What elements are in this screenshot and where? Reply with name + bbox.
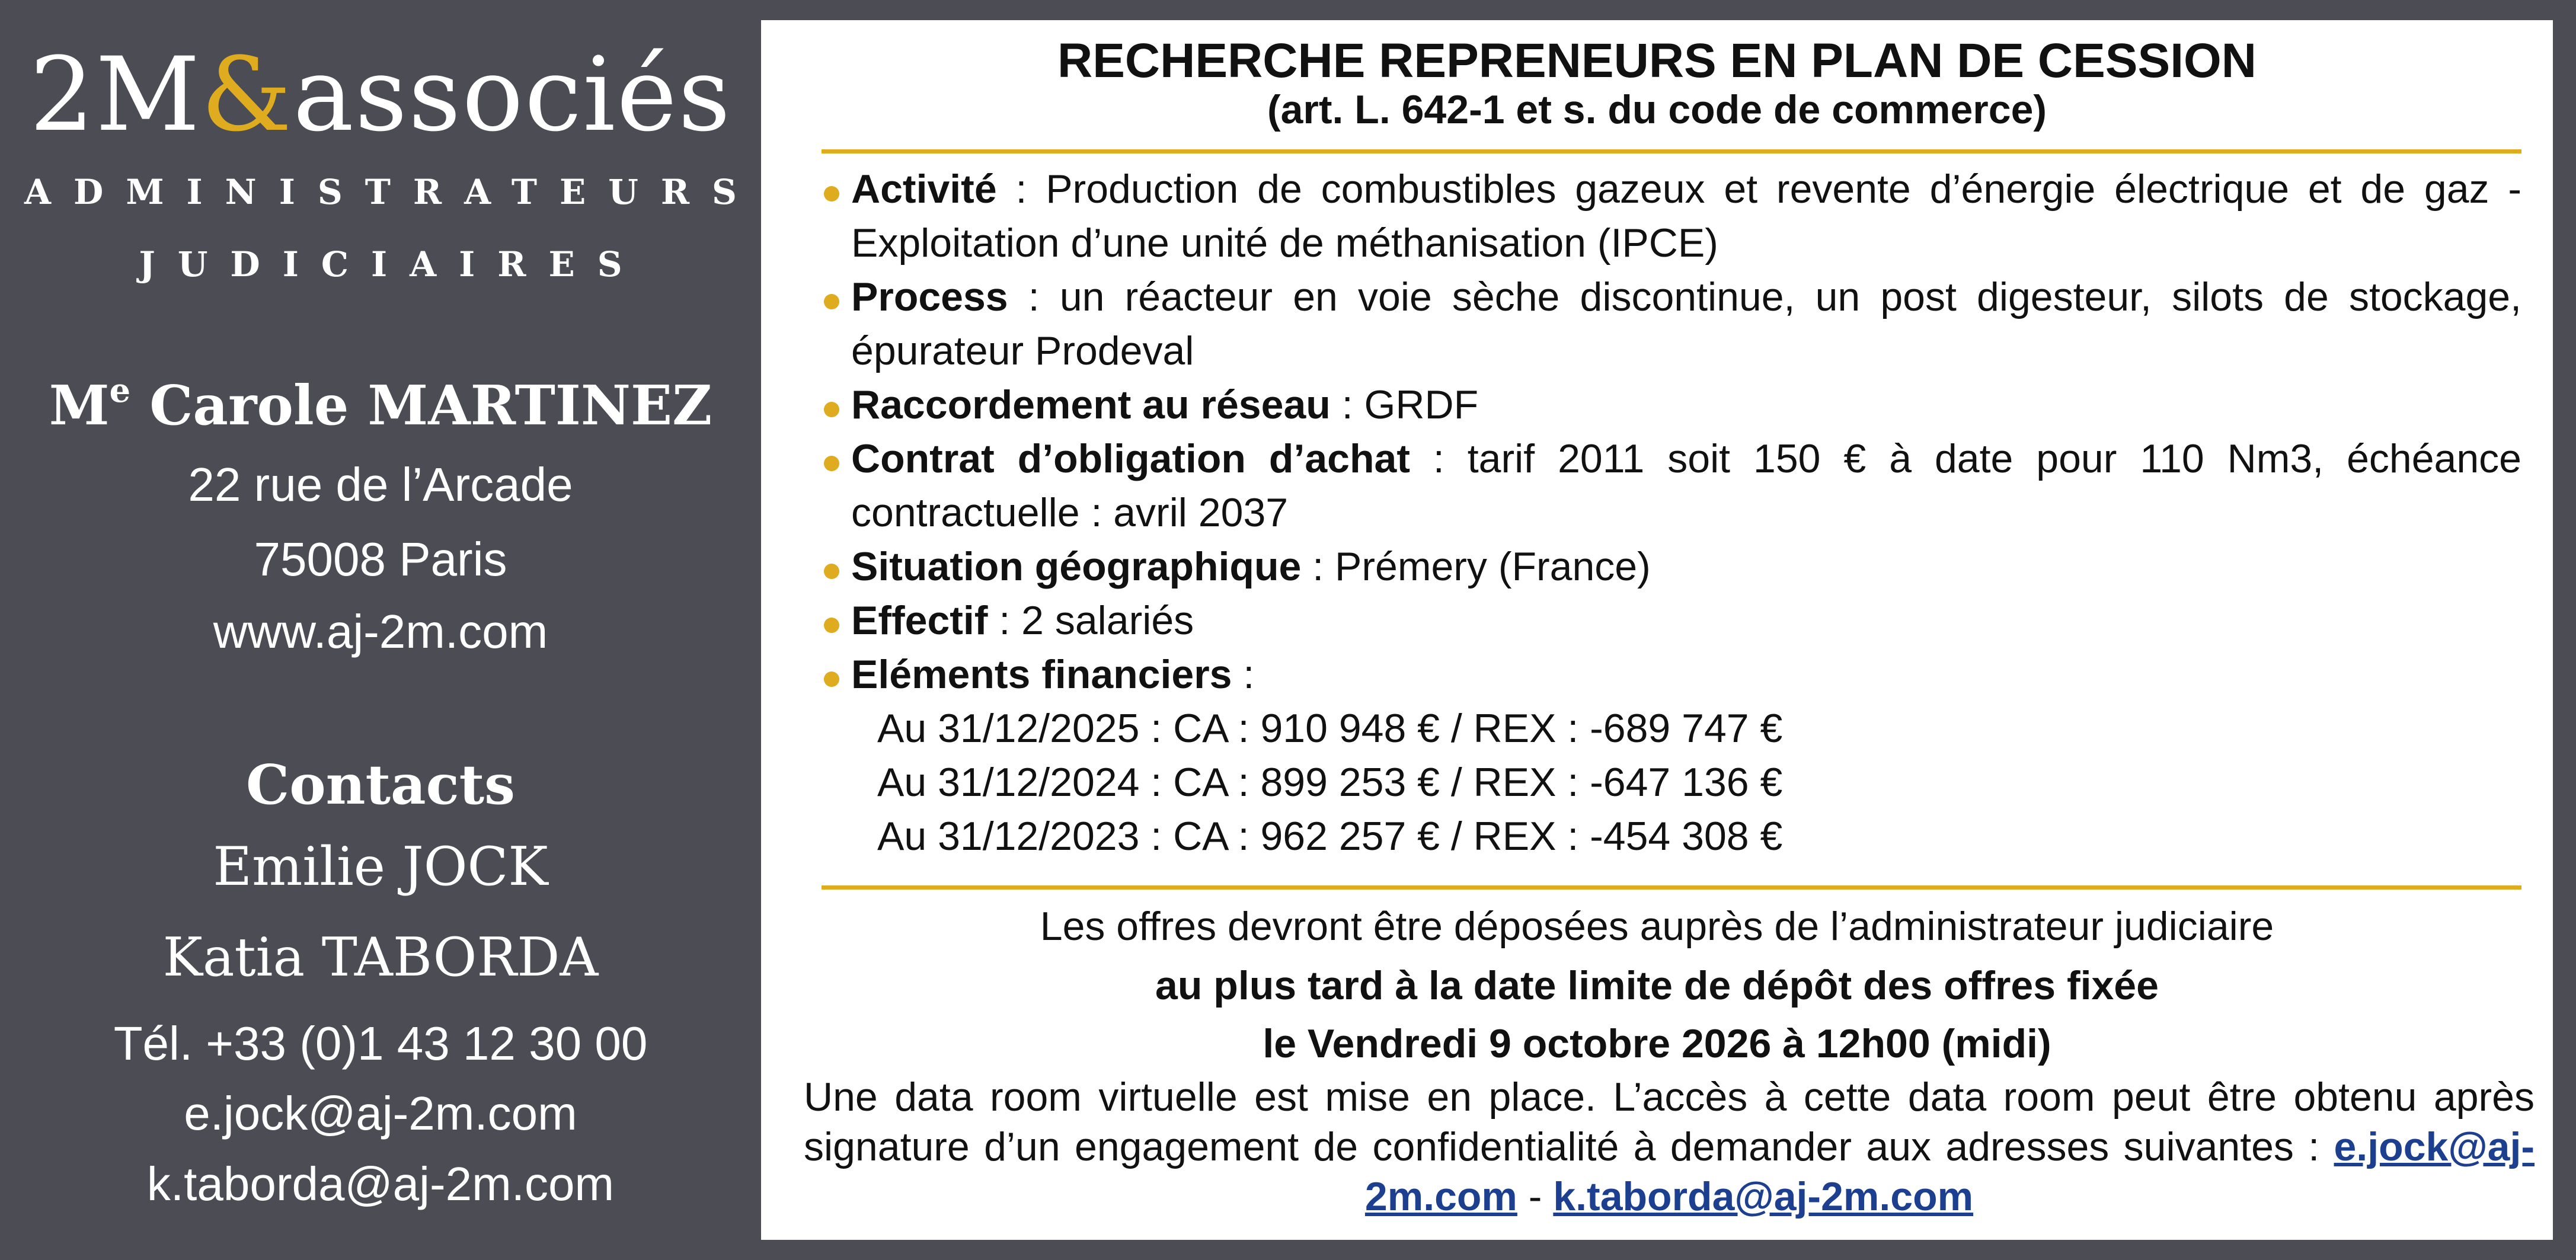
list-item (822, 648, 2521, 702)
offers-instruction: Les offres devront être déposées auprès de l’administrateur judiciaire (1040, 904, 2274, 949)
list-item (822, 378, 2521, 432)
financial-line: Au 31/12/2023 : CA : 962 257 € / REX : -454 308 € (877, 814, 1783, 859)
notice-panel (761, 20, 2553, 1240)
contact-name-1: Emilie JOCK (213, 836, 548, 898)
brand-ampersand: & (201, 35, 293, 154)
brand-subtitle-line1: ADMINISTRATEURS (24, 172, 759, 212)
item-text: : Production de combustibles gazeux et revente d’énergie électrique et de gaz - Exploitation d’une unité de méthanisation (IPCE) (851, 167, 2521, 266)
contacts-heading: Contacts (246, 753, 515, 817)
item-label: Contrat d’obligation d’achat (851, 436, 1410, 481)
dataroom-email-link-2[interactable]: k.taborda@aj-2m.com (1553, 1174, 1974, 1219)
lawyer-name (0, 373, 761, 437)
notice-title: RECHERCHE REPRENEURS EN PLAN DE CESSION (1057, 34, 2257, 88)
bullet-dot-icon (824, 564, 839, 579)
bullet-dot-icon (824, 671, 839, 687)
financial-line: Au 31/12/2024 : CA : 899 253 € / REX : -647 136 € (877, 760, 1783, 805)
address-street: 22 rue de l’Arcade (188, 458, 573, 511)
divider-bottom (822, 885, 2521, 890)
list-item (822, 162, 2521, 270)
contact-name-2: Katia TABORDA (162, 926, 599, 989)
brand-logo (0, 36, 761, 154)
dataroom-text: Une data room virtuelle est mise en place. L’accès à cette data room peut être obtenu après signature d’un engagement de confidentialité à demander aux adresses suivantes : (804, 1074, 2535, 1169)
item-text: : tarif 2011 soit 150 € à date pour 110 Nm3, échéance contractuelle : avril 2037 (851, 436, 2522, 535)
item-text: : 2 salariés (987, 598, 1194, 643)
address-city: 75008 Paris (254, 533, 507, 586)
contact-email-1[interactable]: e.jock@aj-2m.com (184, 1087, 577, 1140)
bullet-dot-icon (824, 456, 839, 471)
list-item (822, 540, 2521, 594)
brand-part2: associés (293, 35, 732, 154)
list-item (822, 270, 2521, 378)
list-item (822, 594, 2521, 648)
item-text: : Prémery (France) (1301, 544, 1651, 589)
item-label: Eléments financiers (851, 652, 1232, 697)
dataroom-separator: - (1517, 1174, 1554, 1219)
item-label: Situation géographique (851, 544, 1302, 589)
item-text: : GRDF (1330, 382, 1479, 427)
website-link[interactable]: www.aj-2m.com (213, 605, 548, 658)
dataroom-email-link-1[interactable]: e.jock@aj-2m.com (1364, 1124, 2535, 1219)
brand-part1: 2M (29, 35, 202, 154)
dataroom-paragraph (804, 1072, 2535, 1221)
item-text: : un réacteur en voie sèche discontinue, un post digesteur, silots de stockage, épurateur Prodeval (851, 274, 2521, 373)
financial-line: Au 31/12/2025 : CA : 910 948 € / REX : -689 747 € (877, 706, 1783, 751)
brand-subtitle-line2: JUDICIAIRES (139, 244, 645, 284)
bullet-dot-icon (824, 618, 839, 633)
lawyer-prefix-sup: e (109, 371, 131, 411)
bullet-dot-icon (824, 186, 839, 202)
contact-phone[interactable]: Tél. +33 (0)1 43 12 30 00 (113, 1017, 648, 1070)
deadline-line: au plus tard à la date limite de dépôt des offres fixée (1155, 963, 2159, 1008)
notice-subtitle: (art. L. 642-1 et s. du code de commerce) (1267, 87, 2047, 132)
bullet-dot-icon (824, 294, 839, 309)
item-label: Process (851, 274, 1008, 319)
details-list (822, 162, 2521, 864)
divider-top (822, 149, 2521, 153)
item-label: Raccordement au réseau (851, 382, 1331, 427)
item-label: Activité (851, 167, 997, 212)
list-item (822, 432, 2521, 540)
item-label: Effectif (851, 598, 988, 643)
lawyer-fullname: Carole MARTINEZ (130, 373, 712, 437)
lawyer-prefix: M (49, 373, 110, 437)
contact-email-2[interactable]: k.taborda@aj-2m.com (146, 1157, 615, 1210)
bullet-dot-icon (824, 402, 839, 417)
sidebar-panel (0, 0, 761, 1260)
item-text: : (1232, 652, 1255, 697)
deadline-date: le Vendredi 9 octobre 2026 à 12h00 (midi) (1263, 1021, 2051, 1066)
